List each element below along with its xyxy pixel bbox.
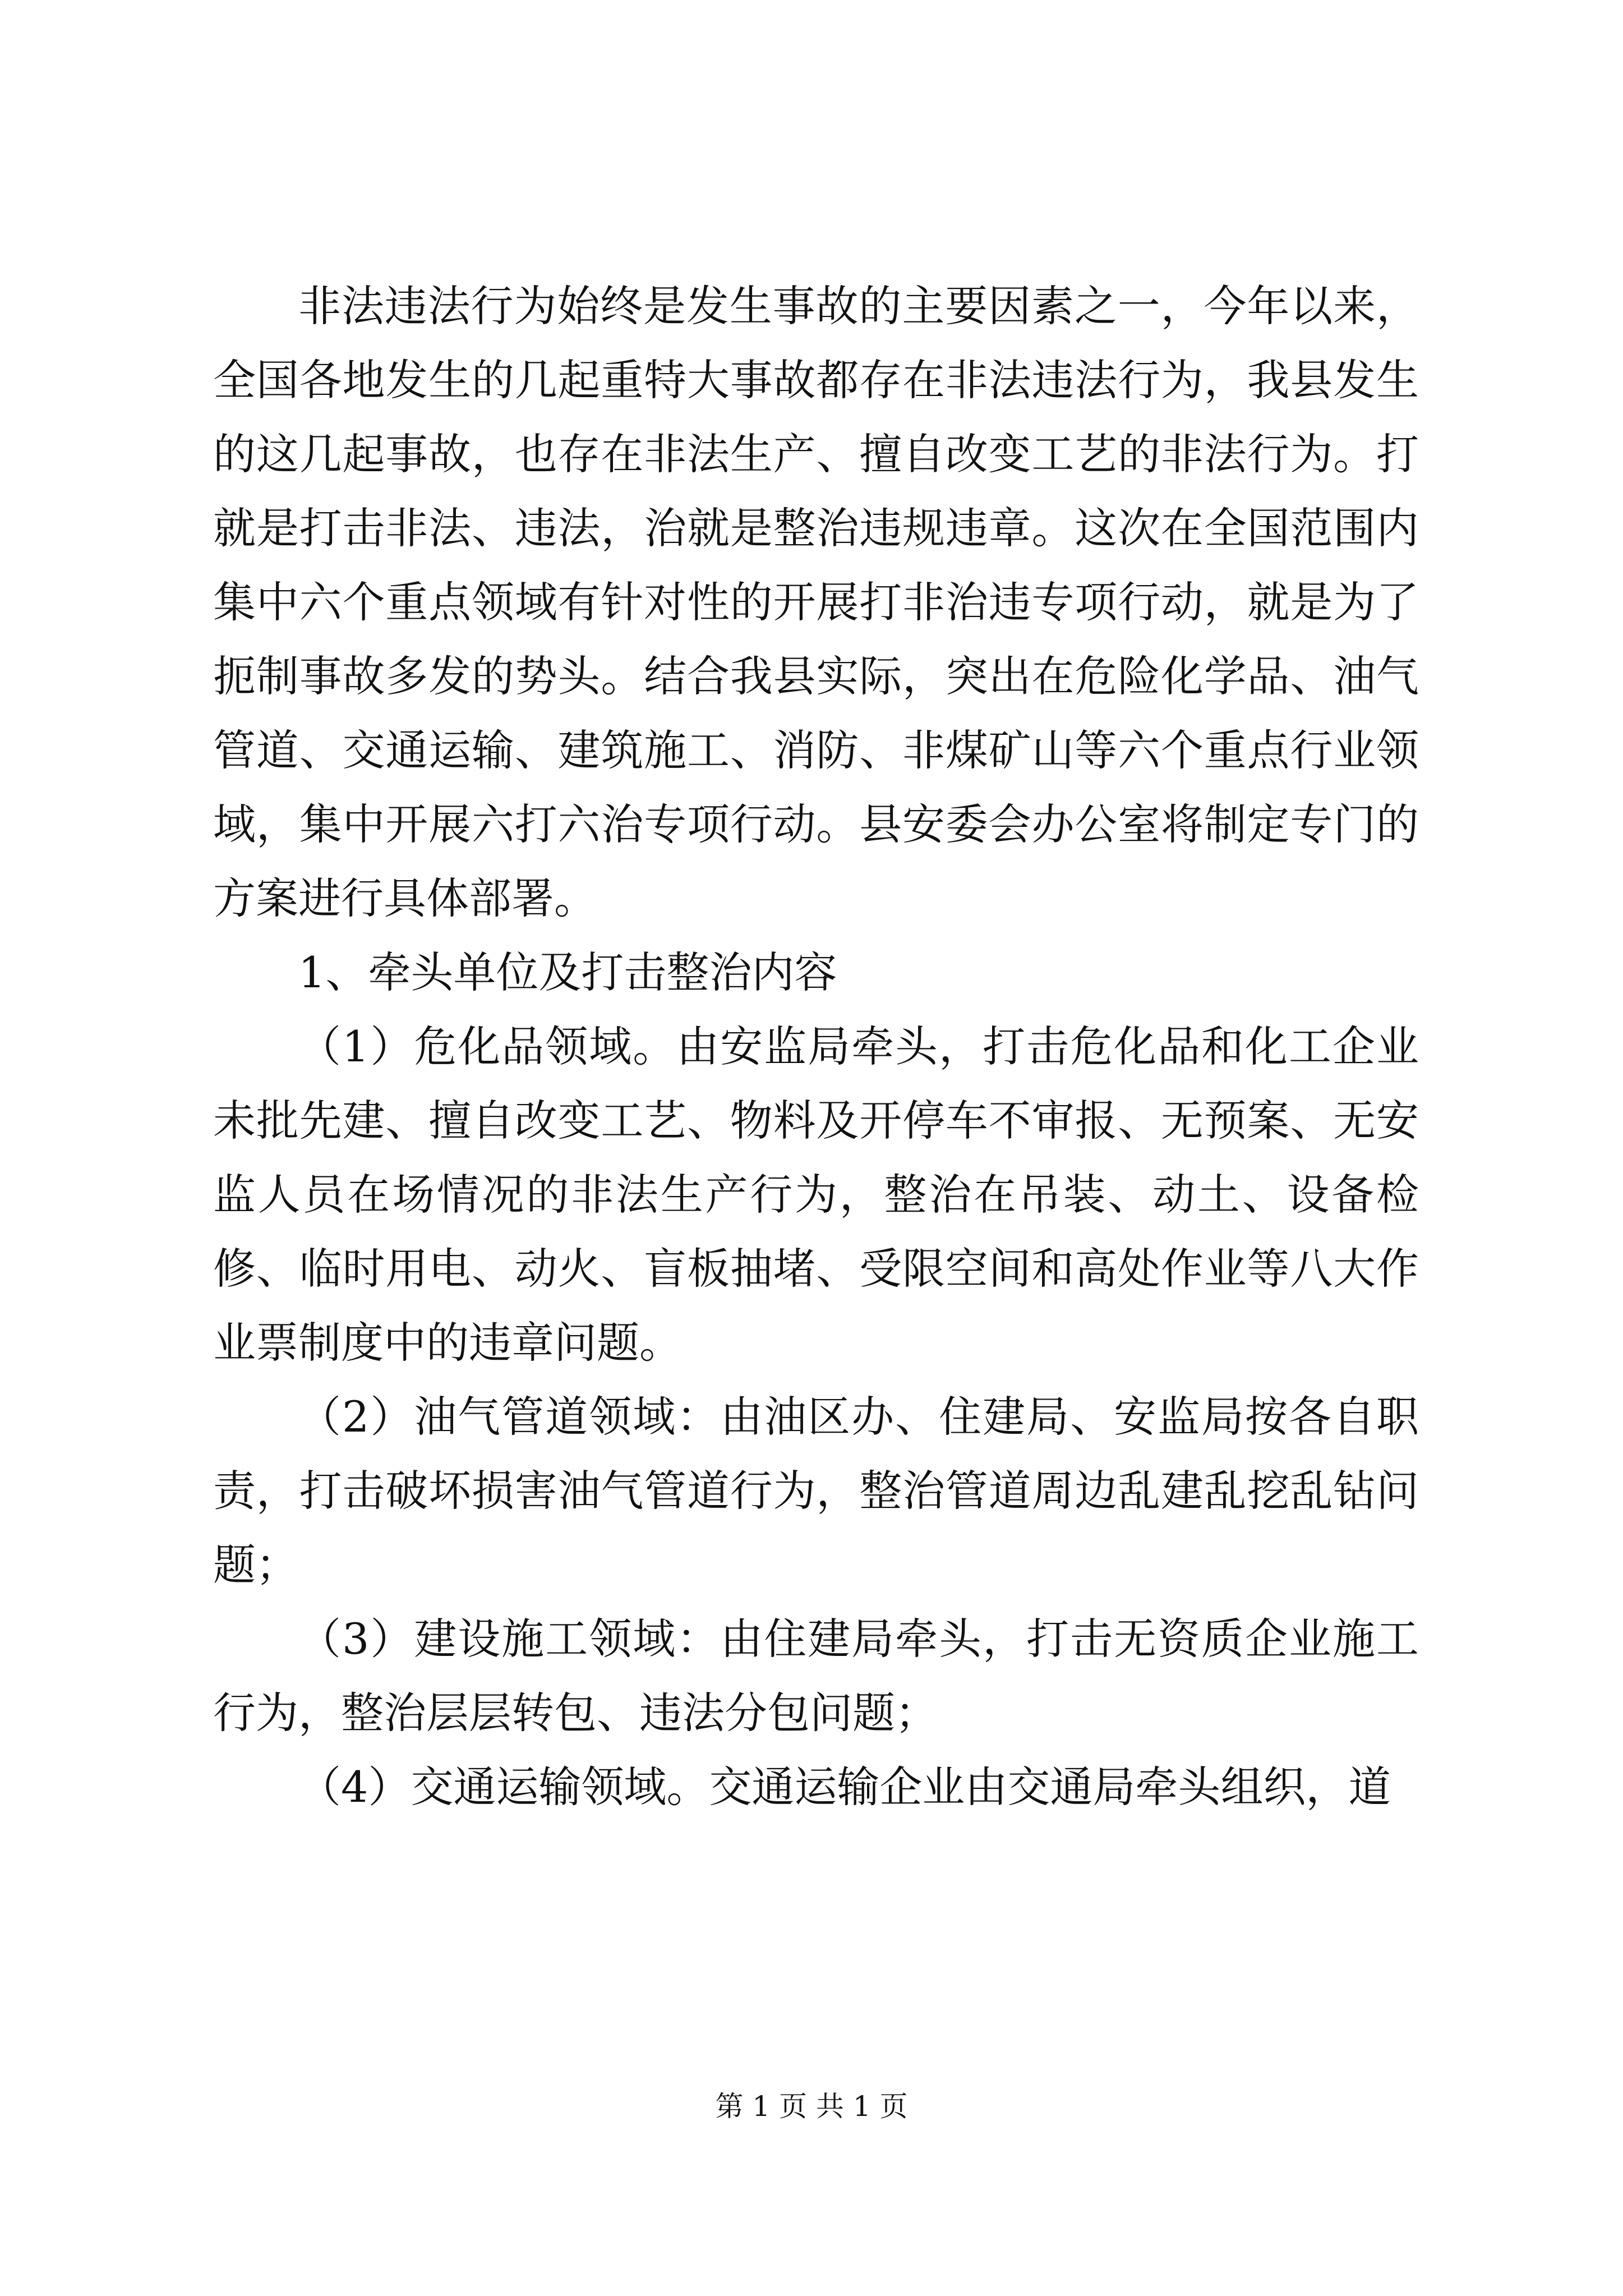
list-item: （4）交通运输领域。交通运输企业由交通局牵头组织，道 [298,1762,1391,1812]
intro-paragraph: 非法违法行为始终是发生事故的主要因素之一，今年以来，全国各地发生的几起重特大事故都存在非法违法行为，我县发生的这几起事故，也存在非法生产、擅自改变工艺的非法行为。打就是打击非法、违法，治就是整治违规违章。这次在全国范围内集中六个重点领域有针对性的开展打非治违专项行动，就是为了扼制事故多发的势头。结合我县实际，突出在危险化学品、油气管道、交通运输、建筑施工、消防、非煤矿山等六个重点行业领域，集中开展六打六治专项行动。县安委会办公室将制定专门的方案进行具体部署。 [213,281,1419,923]
document-body [213,269,1419,1824]
list-item: （1）危化品领域。由安监局牵头，打击危化品和化工企业未批先建、擅自改变工艺、物料及开停车不审报、无预案、无安监人员在场情况的非法生产行为，整治在吊装、动土、设备检修、临时用电、动火、盲板抽堵、受限空间和高处作业等八大作业票制度中的违章问题。 [213,1022,1419,1368]
page-number-footer: 第 1 页 共 1 页 [715,2090,908,2123]
section-heading: 1、牵头单位及打击整治内容 [298,947,837,997]
list-item: （3）建设施工领域：由住建局牵头，打击无资质企业施工行为，整治层层转包、违法分包问题； [213,1614,1419,1738]
list-item: （2）油气管道领域：由油区办、住建局、安监局按各自职责，打击破坏损害油气管道行为，整治管道周边乱建乱挖乱钻问题； [213,1392,1419,1590]
